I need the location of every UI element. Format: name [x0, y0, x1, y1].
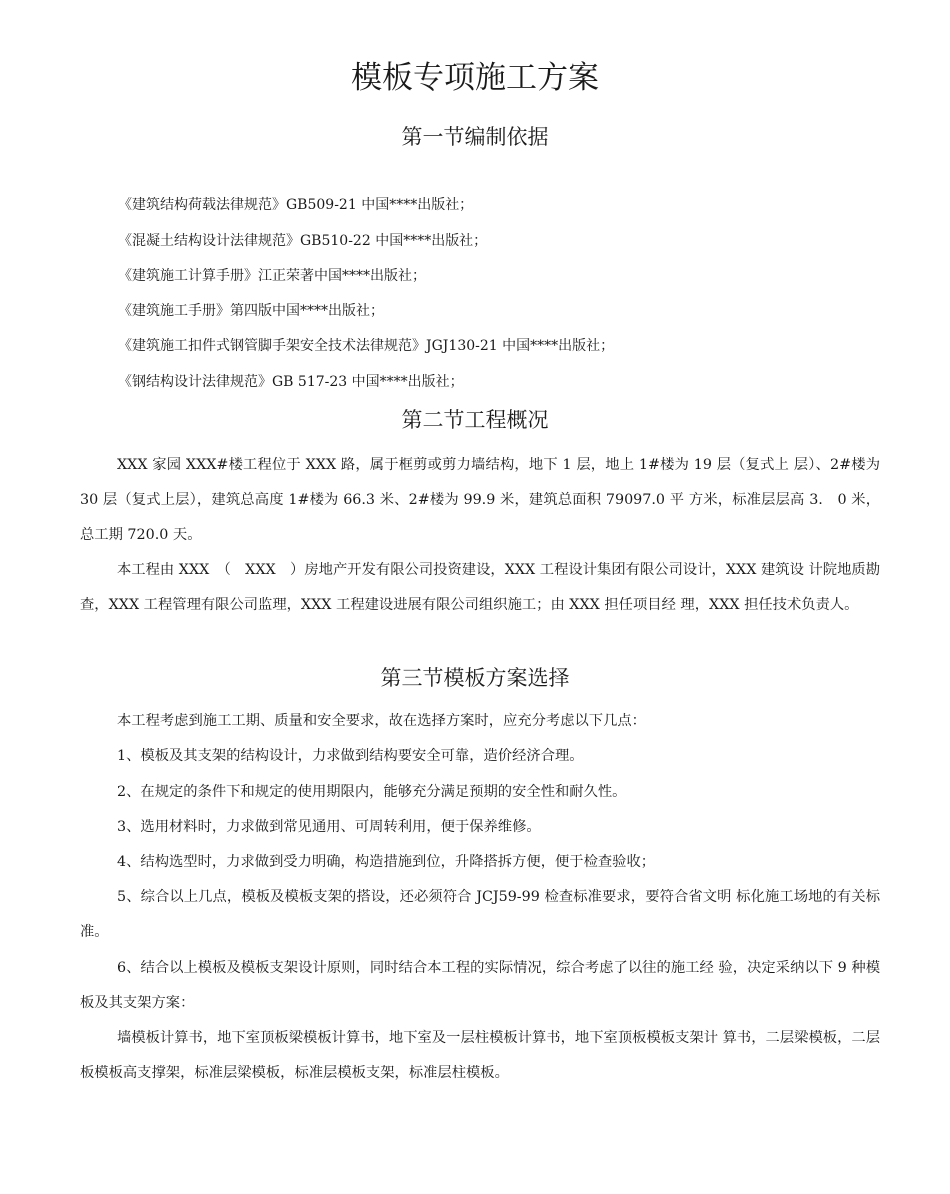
section-heading-overview: 第二节工程概况: [401, 408, 549, 432]
section-heading-basis: 第一节编制依据: [401, 125, 549, 149]
document-title: 模板专项施工方案: [351, 60, 599, 96]
reference-item: 《钢结构设计法律规范》GB 517-23 中国****出版社；: [118, 374, 464, 390]
overview-paragraph: 本工程由 XXX （ XXX ）房地产开发有限公司投资建设，XXX 工程设计集团有限公司设计，XXX 建筑设 计院地质勘查，XXX 工程管理有限公司监理，XXX 工程建设进展有限公司组织施工；由 XXX 担任项目经 理，XXX 担任技术负责人。: [80, 562, 880, 613]
section-heading-scheme: 第三节模板方案选择: [380, 666, 570, 690]
reference-item: 《建筑施工扣件式钢管脚手架安全技术法律规范》JGJ130-21 中国****出版社；: [118, 338, 615, 354]
scheme-item: 5、综合以上几点，模板及模板支架的搭设，还必须符合 JCJ59-99 检查标准要求，要符合省文明 标化施工场地的有关标准。: [80, 889, 880, 940]
scheme-intro: 本工程考虑到施工工期、质量和安全要求，故在选择方案时，应充分考虑以下几点：: [117, 713, 646, 729]
scheme-item: 3、选用材料时，力求做到常见通用、可周转利用，便于保养维修。: [117, 819, 541, 835]
scheme-item: 6、结合以上模板及模板支架设计原则，同时结合本工程的实际情况，综合考虑了以往的施工经 验，决定采纳以下 9 种模板及其支架方案：: [80, 960, 880, 1011]
scheme-item: 2、在规定的条件下和规定的使用期限内，能够充分满足预期的安全性和耐久性。: [117, 784, 627, 800]
scheme-item: 4、结构选型时，力求做到受力明确，构造措施到位，升降搭拆方便，便于检查验收；: [117, 854, 656, 870]
reference-item: 《建筑施工手册》第四版中国****出版社；: [118, 303, 384, 319]
overview-paragraph: XXX 家园 XXX#楼工程位于 XXX 路，属于框剪或剪力墙结构，地下 1 层，地上 1#楼为 19 层（复式上 层）、2#楼为 30 层（复式上层），建筑总高度 1#楼为 66.3 米、2#楼为 99.9 米，建筑总面积 79097.0 平 方米，标准层层高 3. 0 米，总工期 720.0 天。: [80, 457, 880, 543]
reference-item: 《混凝土结构设计法律规范》GB510-22 中国****出版社；: [118, 233, 488, 249]
reference-item: 《建筑施工计算手册》江正荣著中国****出版社；: [118, 268, 426, 284]
scheme-item: 1、模板及其支架的结构设计，力求做到结构要安全可靠，造价经济合理。: [117, 748, 584, 764]
reference-item: 《建筑结构荷载法律规范》GB509-21 中国****出版社；: [118, 197, 474, 213]
scheme-closing: 墙模板计算书，地下室顶板梁模板计算书，地下室及一层柱模板计算书，地下室顶板模板支架计 算书，二层梁模板，二层板模板高支撑架，标准层梁模板，标准层模板支架，标准层柱模板。: [80, 1030, 880, 1081]
